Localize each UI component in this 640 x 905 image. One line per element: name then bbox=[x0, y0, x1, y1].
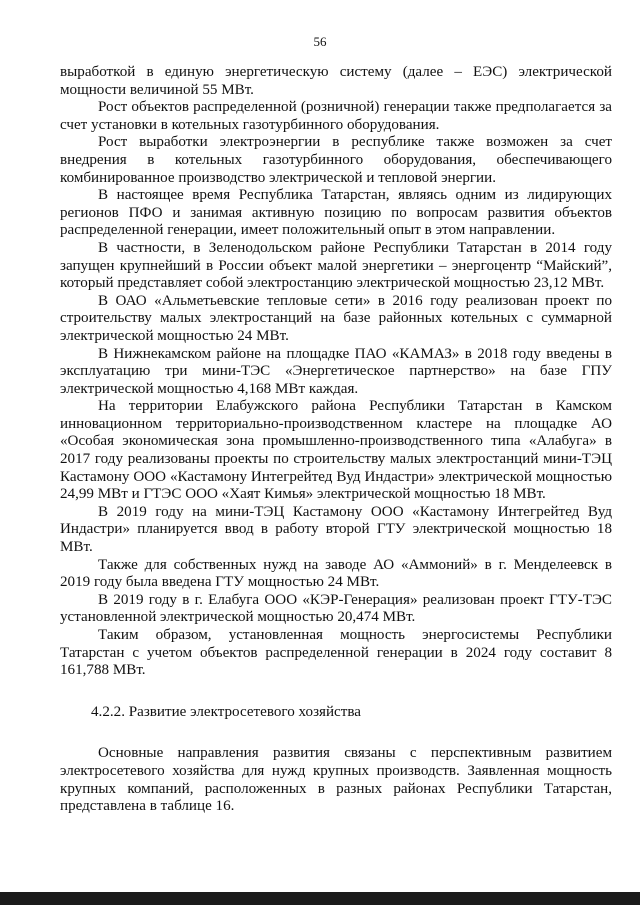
paragraph-ker-generation: В 2019 году в г. Елабуга ООО «КЭР-Генерация» реализован проект ГТУ-ТЭС установленной электрической мощностью 20,474 МВт. bbox=[60, 591, 612, 626]
paragraph-continuation: выработкой в единую энергетическую систему (далее – ЕЭС) электрической мощности величиной 55 МВт. bbox=[60, 64, 612, 98]
paragraph-tatarstan-leadership: В настоящее время Республика Татарстан, являясь одним из лидирующих регионов ПФО и занимая активную позицию по вопросам развития объектов распределенной генерации, имеет положительный опыт в этом направлении. bbox=[60, 187, 612, 239]
paragraph-ammoniy: Также для собственных нужд на заводе АО «Аммоний» в г. Менделеевск в 2019 году была введена ГТУ мощностью 24 МВт. bbox=[60, 556, 612, 591]
paragraph-distributed-generation: Рост объектов распределенной (розничной) генерации также предполагается за счет установки в котельных газотурбинного оборудования. bbox=[60, 99, 612, 133]
paragraph-zelenodolsk: В частности, в Зеленодольском районе Республики Татарстан в 2014 году запущен крупнейший в России объект малой энергетики – энергоцентр “Майский”, который представляет собой электростанцию электрической мощностью 23,12 МВт. bbox=[60, 239, 612, 292]
paragraph-nizhnekamsk: В Нижнекамском районе на площадке ПАО «КАМАЗ» в 2018 году введены в эксплуатацию три мини-ТЭС «Энергетическое партнерство» на базе ГПУ электрической мощностью 4,168 МВт каждая. bbox=[60, 345, 612, 397]
paragraph-kastamonu-2019: В 2019 году на мини-ТЭЦ Кастамону ООО «Кастамону Интегрейтед Вуд Индастри» планируется ввод в работу второй ГТУ электрической мощностью 18 МВт. bbox=[60, 503, 612, 556]
paragraph-elabuga-district: На территории Елабужского района Республики Татарстан в Камском инновационном территориально-производственном кластере на площадке АО «Особая экономическая зона промышленно-производственного типа «Алабуга» в 2017 году реализованы проекты по строительству малых электростанций мини-ТЭЦ Кастамону ООО «Кастамону Интегрейтед Вуд Индастри» электрической мощностью 24,99 МВт и ГТЭС ООО «Хаят Кимья» электрической мощностью 18 МВт. bbox=[60, 398, 612, 503]
body-text bbox=[60, 64, 612, 816]
paragraph-generation-growth: Рост выработки электроэнергии в республике также возможен за счет внедрения в котельных газотурбинного оборудования, обеспечивающего комбинированное производство электрической и тепловой энергии. bbox=[60, 134, 612, 186]
paragraph-total-capacity: Таким образом, установленная мощность энергосистемы Республики Татарстан с учетом объектов распределенной генерации в 2024 году составит 8 161,788 МВт. bbox=[60, 627, 612, 679]
paragraph-almetyevsk: В ОАО «Альметьевские тепловые сети» в 2016 году реализован проект по строительству малых электростанций на базе районных котельных с суммарной электрической мощностью 24 МВт. bbox=[60, 292, 612, 344]
paragraph-grid-development: Основные направления развития связаны с перспективным развитием электросетевого хозяйства для нужд крупных производств. Заявленная мощность крупных компаний, расположенных в разных районах Республики Татарстан, представлена в таблице 16. bbox=[60, 745, 612, 815]
page-number: 56 bbox=[313, 34, 327, 49]
scan-bottom-edge bbox=[0, 892, 640, 905]
section-heading: 4.2.2. Развитие электросетевого хозяйства bbox=[91, 703, 361, 720]
